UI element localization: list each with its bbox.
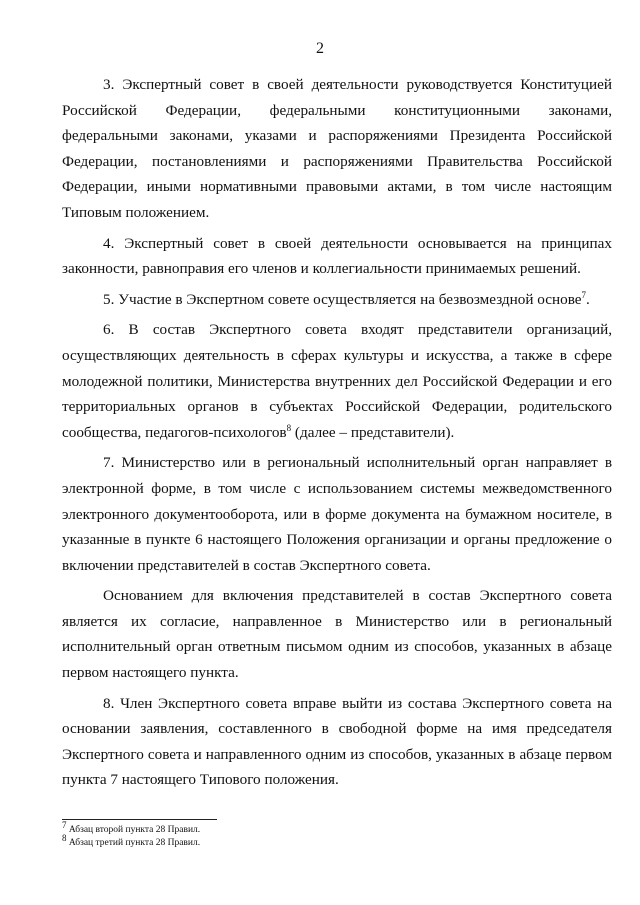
paragraph-5: 5. Участие в Экспертном совете осуществляется на безвозмездной основе$^7$. [103, 289, 590, 308]
footnote-ref-8: 8 [286, 422, 292, 433]
paragraph-6: 6. В состав Экспертного совета входят представители организаций, осуществляющих деятельность в сферах культуры и искусства, а также в сфере молодежной политики, Министерства внутренних дел Российской Федерации и его территориальных органов в субъектах Российской Федерации, родительского сообщества, педагогов-психологов$^8$ (далее – представители). [62, 321, 612, 441]
paragraph-7-second: Основанием для включения представителей в состав Экспертного совета является их согласие, направленное в Министерство или в региональный исполнительный орган ответным письмом одним из способов, указанных в абзаце первом настоящего пункта. [62, 587, 612, 682]
footnote-8: $^8$ Абзац третий пункта 28 Правил. [62, 832, 201, 848]
footnote-7: $^7$ Абзац второй пункта 28 Правил. [62, 819, 201, 835]
footnotes [62, 819, 362, 850]
page-number: 2 [316, 40, 324, 57]
document-body [62, 72, 612, 798]
paragraph-8: 8. Член Экспертного совета вправе выйти из состава Экспертного совета на основании заявления, составленного в свободной форме на имя председателя Экспертного совета и направленного одним из способов, указанных в абзаце первом пункта 7 настоящего Типового положения. [62, 694, 612, 789]
footnote-separator [62, 819, 217, 820]
paragraph-3: 3. Экспертный совет в своей деятельности руководствуется Конституцией Российской Федерации, федеральными конституционными законами, федеральными законами, указами и распоряжениями Президента Российской Федерации, постановлениями и распоряжениями Правительства Российской Федерации, иными нормативными правовыми актами, в том числе настоящим Типовым положением. [62, 76, 612, 221]
paragraph-7: 7. Министерство или в региональный исполнительный орган направляет в электронной форме, в том числе с использованием системы межведомственного электронного документооборота, или в форме документа на бумажном носителе, в указанные в пункте 6 настоящего Положения организации и органы предложение о включении представителей в состав Экспертного совета. [62, 454, 612, 574]
footnote-ref-7: 7 [581, 289, 587, 300]
paragraph-4: 4. Экспертный совет в своей деятельности основывается на принципах законности, равноправия его членов и коллегиальности принимаемых решений. [62, 234, 612, 278]
